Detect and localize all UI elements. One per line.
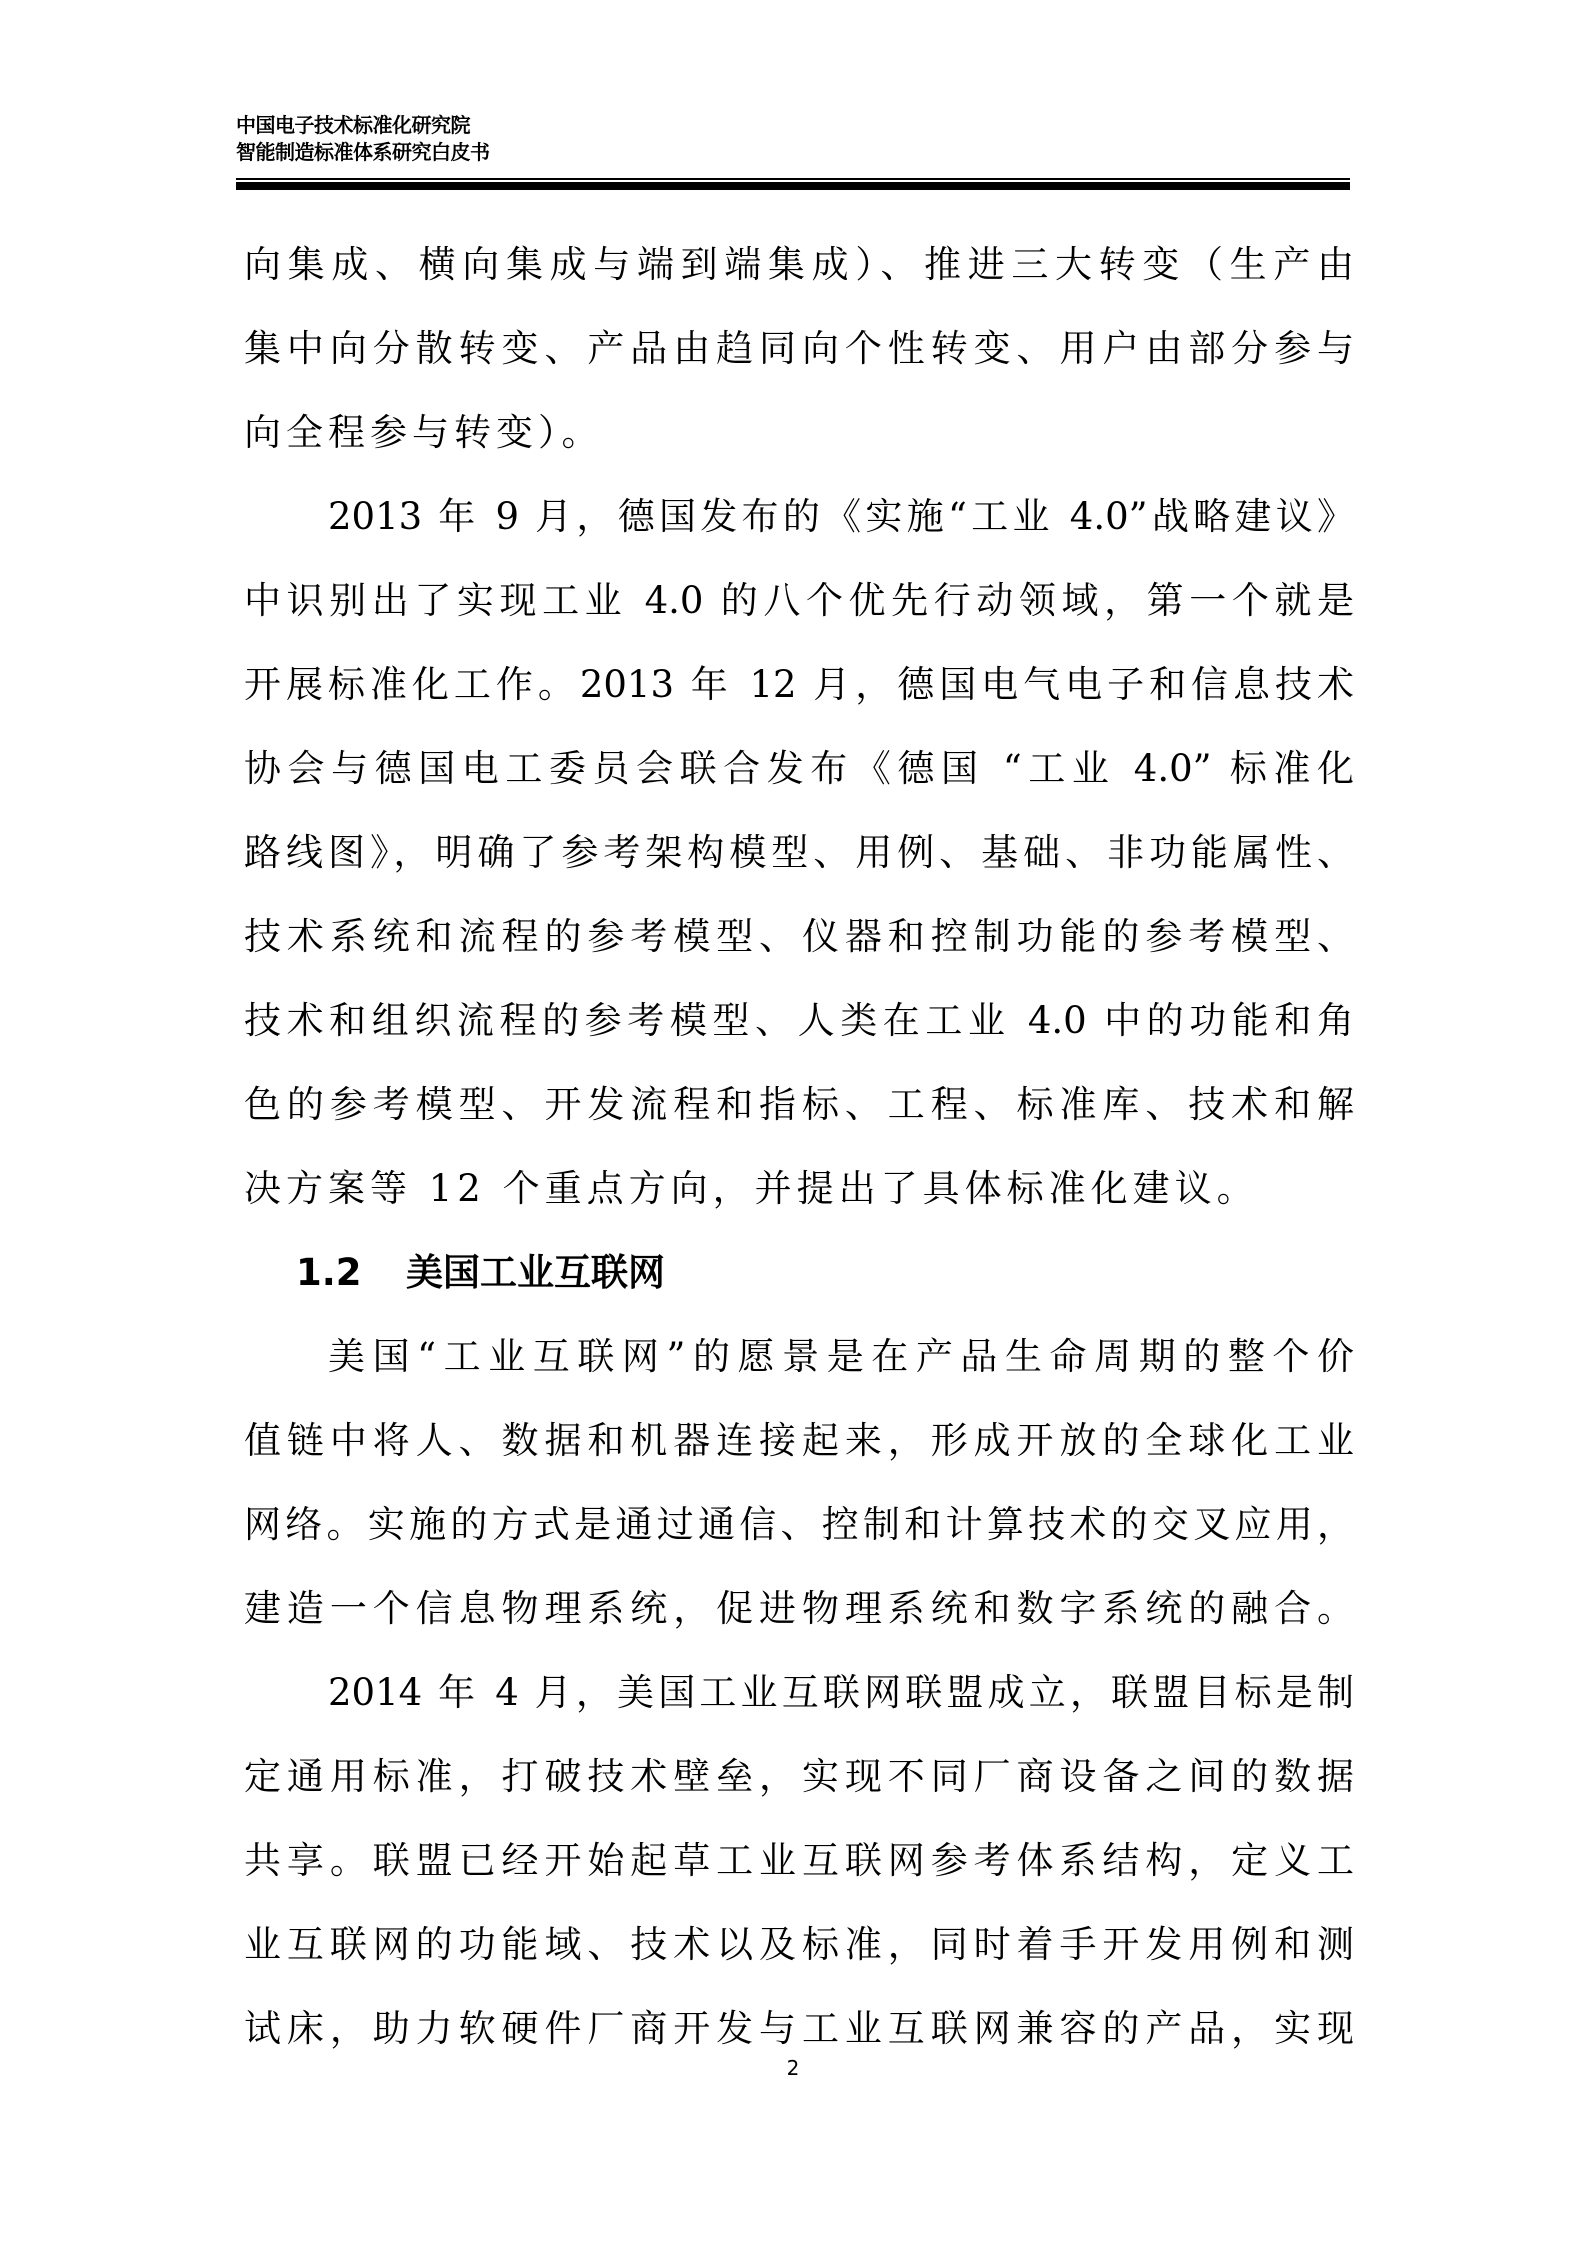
text-line: 网络。实施的方式是通过通信、控制和计算技术的交叉应用， <box>244 1503 1354 1546</box>
text-line: 集中向分散转变、产品由趋同向个性转变、用户由部分参与 <box>244 327 1354 370</box>
paragraph-germany-industry-4 <box>244 492 1354 1248</box>
text-line: 技术系统和流程的参考模型、仪器和控制功能的参考模型、 <box>244 915 1354 958</box>
header-rule-thin <box>236 178 1350 180</box>
section-title: 美国工业互联网 <box>406 1251 665 1294</box>
text-line: 2014 年 4 月，美国工业互联网联盟成立，联盟目标是制 <box>328 1671 1354 1714</box>
text-line: 中识别出了实现工业 4.0 的八个优先行动领域，第一个就是 <box>244 579 1354 622</box>
paragraph-continuation <box>244 240 1354 492</box>
section-heading <box>244 1248 1354 1332</box>
text-line: 试床，助力软硬件厂商开发与工业互联网兼容的产品，实现 <box>244 2007 1354 2050</box>
text-line: 定通用标准，打破技术壁垒，实现不同厂商设备之间的数据 <box>244 1755 1354 1798</box>
text-line: 共享。联盟已经开始起草工业互联网参考体系结构，定义工 <box>244 1839 1354 1882</box>
paragraph-iic-founding <box>244 1668 1354 2088</box>
text-line: 开展标准化工作。2013 年 12 月，德国电气电子和信息技术 <box>244 663 1354 706</box>
paragraph-us-industrial-internet-vision <box>244 1332 1354 1668</box>
text-line: 色的参考模型、开发流程和指标、工程、标准库、技术和解 <box>244 1083 1354 1126</box>
header-document-title: 智能制造标准体系研究白皮书 <box>236 140 490 164</box>
page-body <box>244 240 1354 2088</box>
text-line: 技术和组织流程的参考模型、人类在工业 4.0 中的功能和角 <box>244 999 1354 1042</box>
text-line: 值链中将人、数据和机器连接起来，形成开放的全球化工业 <box>244 1419 1354 1462</box>
page-number: 2 <box>786 2056 800 2080</box>
header-organization: 中国电子技术标准化研究院 <box>236 113 470 137</box>
text-line: 建造一个信息物理系统，促进物理系统和数字系统的融合。 <box>244 1587 1354 1630</box>
text-line: 向全程参与转变）。 <box>244 411 604 454</box>
section-number: 1.2 <box>296 1251 362 1294</box>
text-line: 向集成、横向集成与端到端集成）、推进三大转变（生产由 <box>244 243 1354 286</box>
header-rule-thick <box>236 182 1350 190</box>
text-line: 业互联网的功能域、技术以及标准，同时着手开发用例和测 <box>244 1923 1354 1966</box>
text-line: 2013 年 9 月，德国发布的《实施“工业 4.0”战略建议》 <box>328 495 1354 538</box>
text-line: 协会与德国电工委员会联合发布《德国 “工业 4.0” 标准化 <box>244 747 1354 790</box>
text-line: 美国“工业互联网”的愿景是在产品生命周期的整个价 <box>328 1335 1354 1378</box>
text-line: 决方案等 12 个重点方向，并提出了具体标准化建议。 <box>244 1167 1259 1210</box>
text-line: 路线图》，明确了参考架构模型、用例、基础、非功能属性、 <box>244 831 1354 874</box>
page-header <box>236 112 1350 166</box>
